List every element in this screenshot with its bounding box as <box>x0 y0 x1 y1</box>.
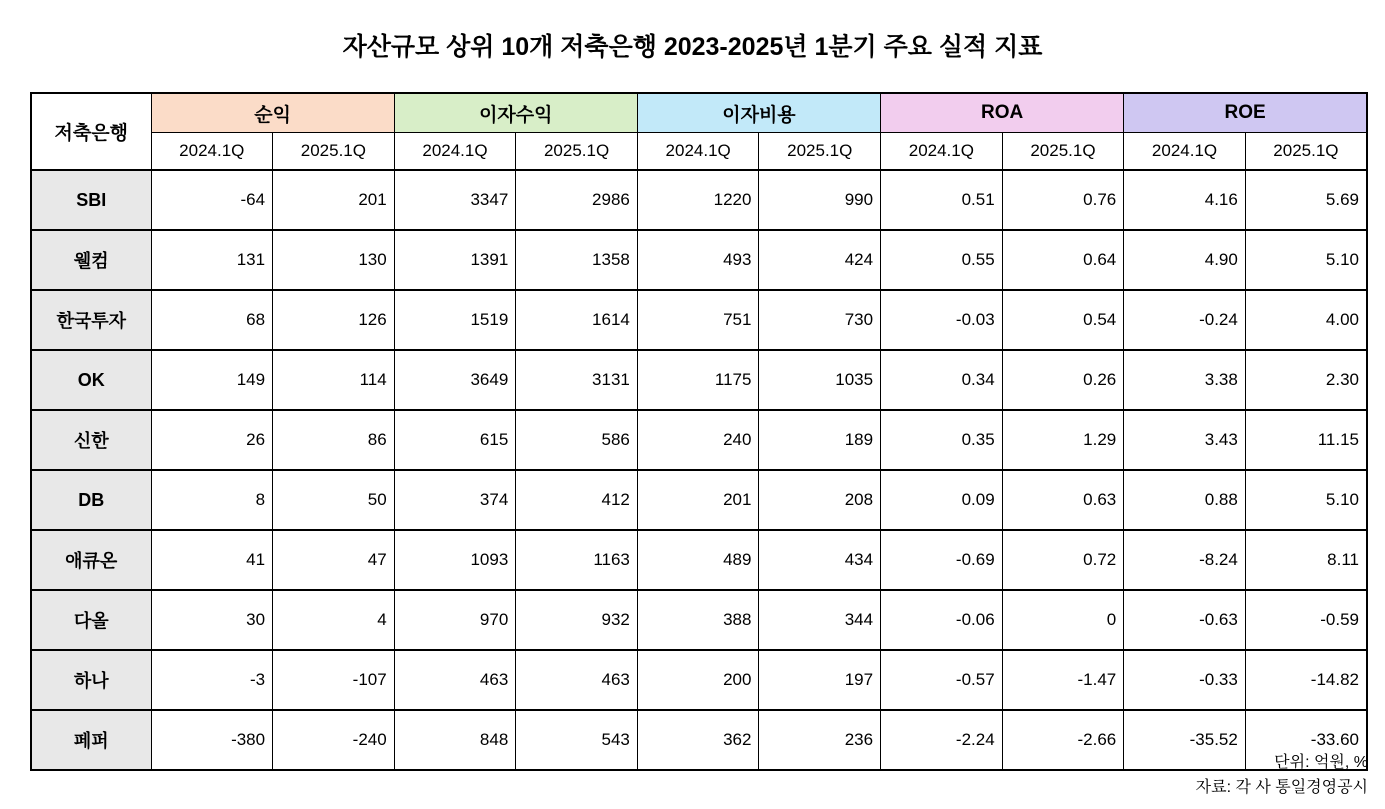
metric-value: -3 <box>151 650 273 710</box>
table-row <box>31 350 1367 410</box>
table-row <box>31 650 1367 710</box>
group-header-roe: ROE <box>1124 93 1367 133</box>
bank-name: 페퍼 <box>31 710 151 770</box>
metric-value: 197 <box>759 650 881 710</box>
metric-value: 130 <box>273 230 395 290</box>
metric-value: -64 <box>151 170 273 230</box>
metric-value: -0.59 <box>1245 590 1367 650</box>
metric-value: 388 <box>637 590 759 650</box>
period-header: 2024.1Q <box>881 133 1003 171</box>
metric-value: 201 <box>637 470 759 530</box>
metric-value: -0.63 <box>1124 590 1246 650</box>
metric-value: -1.47 <box>1002 650 1124 710</box>
metric-value: 970 <box>394 590 516 650</box>
metric-value: 730 <box>759 290 881 350</box>
metric-value: 189 <box>759 410 881 470</box>
metric-value: -2.24 <box>881 710 1003 770</box>
bank-name: 신한 <box>31 410 151 470</box>
table-footnotes <box>30 750 1368 800</box>
metric-value: 68 <box>151 290 273 350</box>
metric-value: 0 <box>1002 590 1124 650</box>
metric-value: 1614 <box>516 290 638 350</box>
metric-value: -33.60 <box>1245 710 1367 770</box>
group-header-roa: ROA <box>881 93 1124 133</box>
metric-value: 11.15 <box>1245 410 1367 470</box>
table-header <box>31 93 1367 170</box>
metric-value: 4.90 <box>1124 230 1246 290</box>
metric-value: 1519 <box>394 290 516 350</box>
metric-value: -8.24 <box>1124 530 1246 590</box>
metric-value: 0.76 <box>1002 170 1124 230</box>
metric-value: 200 <box>637 650 759 710</box>
metric-value: 3649 <box>394 350 516 410</box>
metric-value: 8.11 <box>1245 530 1367 590</box>
table-row <box>31 290 1367 350</box>
bank-name: OK <box>31 350 151 410</box>
group-header-row <box>31 93 1367 133</box>
period-header-row <box>31 133 1367 171</box>
metric-value: -0.24 <box>1124 290 1246 350</box>
metric-value: 149 <box>151 350 273 410</box>
metric-value: 990 <box>759 170 881 230</box>
table-row <box>31 530 1367 590</box>
metric-value: 86 <box>273 410 395 470</box>
metric-value: 236 <box>759 710 881 770</box>
table-body <box>31 170 1367 770</box>
bank-name: SBI <box>31 170 151 230</box>
period-header: 2025.1Q <box>759 133 881 171</box>
metric-value: 2986 <box>516 170 638 230</box>
bank-metrics-table <box>30 92 1368 771</box>
table-row <box>31 170 1367 230</box>
metric-value: 374 <box>394 470 516 530</box>
period-header: 2025.1Q <box>516 133 638 171</box>
metric-value: 3.43 <box>1124 410 1246 470</box>
bank-name: DB <box>31 470 151 530</box>
period-header: 2024.1Q <box>1124 133 1246 171</box>
metric-value: -0.06 <box>881 590 1003 650</box>
bank-name: 애큐온 <box>31 530 151 590</box>
metric-value: 3.38 <box>1124 350 1246 410</box>
metric-value: -0.69 <box>881 530 1003 590</box>
metric-value: 50 <box>273 470 395 530</box>
group-header-netprofit: 순익 <box>151 93 394 133</box>
metric-value: 0.34 <box>881 350 1003 410</box>
metric-value: 362 <box>637 710 759 770</box>
metric-value: 126 <box>273 290 395 350</box>
metric-value: 1358 <box>516 230 638 290</box>
metric-value: 201 <box>273 170 395 230</box>
metric-value: 0.35 <box>881 410 1003 470</box>
metric-value: 543 <box>516 710 638 770</box>
metric-value: 751 <box>637 290 759 350</box>
period-header: 2024.1Q <box>637 133 759 171</box>
metric-value: 1220 <box>637 170 759 230</box>
metric-value: 41 <box>151 530 273 590</box>
metric-value: 463 <box>516 650 638 710</box>
metric-value: 114 <box>273 350 395 410</box>
metric-value: 1163 <box>516 530 638 590</box>
unit-note: 단위: 억원, % <box>1274 754 1368 771</box>
metric-value: 0.54 <box>1002 290 1124 350</box>
metric-value: 3347 <box>394 170 516 230</box>
metric-value: 131 <box>151 230 273 290</box>
metric-value: -240 <box>273 710 395 770</box>
metric-value: 2.30 <box>1245 350 1367 410</box>
metric-value: 0.63 <box>1002 470 1124 530</box>
row-header-label: 저축은행 <box>31 93 151 170</box>
metric-value: 1.29 <box>1002 410 1124 470</box>
metric-value: 3131 <box>516 350 638 410</box>
metric-value: 1093 <box>394 530 516 590</box>
metric-value: 434 <box>759 530 881 590</box>
metric-value: 344 <box>759 590 881 650</box>
period-header: 2024.1Q <box>151 133 273 171</box>
metric-value: 848 <box>394 710 516 770</box>
group-header-interest-expense: 이자비용 <box>637 93 880 133</box>
metric-value: 463 <box>394 650 516 710</box>
bank-name: 하나 <box>31 650 151 710</box>
metric-value: 932 <box>516 590 638 650</box>
metric-value: 208 <box>759 470 881 530</box>
bank-name: 한국투자 <box>31 290 151 350</box>
metric-value: 26 <box>151 410 273 470</box>
metric-value: 5.69 <box>1245 170 1367 230</box>
metric-value: 489 <box>637 530 759 590</box>
table-row <box>31 470 1367 530</box>
table-row <box>31 230 1367 290</box>
metric-value: 0.26 <box>1002 350 1124 410</box>
table-row <box>31 410 1367 470</box>
period-header: 2025.1Q <box>1002 133 1124 171</box>
metric-value: 1175 <box>637 350 759 410</box>
metric-value: -35.52 <box>1124 710 1246 770</box>
metric-value: 0.55 <box>881 230 1003 290</box>
period-header: 2025.1Q <box>1245 133 1367 171</box>
metric-value: 0.64 <box>1002 230 1124 290</box>
metric-value: -2.66 <box>1002 710 1124 770</box>
metric-value: 493 <box>637 230 759 290</box>
metric-value: 4.00 <box>1245 290 1367 350</box>
metric-value: 1391 <box>394 230 516 290</box>
page-title: 자산규모 상위 10개 저축은행 2023-2025년 1분기 주요 실적 지표 <box>342 33 1043 61</box>
metric-value: 47 <box>273 530 395 590</box>
metric-value: -0.33 <box>1124 650 1246 710</box>
metric-value: 5.10 <box>1245 230 1367 290</box>
metric-value: -0.03 <box>881 290 1003 350</box>
period-header: 2024.1Q <box>394 133 516 171</box>
group-header-interest-income: 이자수익 <box>394 93 637 133</box>
metric-value: -14.82 <box>1245 650 1367 710</box>
metric-value: -380 <box>151 710 273 770</box>
metric-value: 424 <box>759 230 881 290</box>
bank-name: 다올 <box>31 590 151 650</box>
table-row <box>31 590 1367 650</box>
period-header: 2025.1Q <box>273 133 395 171</box>
metric-value: 0.72 <box>1002 530 1124 590</box>
metric-value: 1035 <box>759 350 881 410</box>
metric-value: 5.10 <box>1245 470 1367 530</box>
metric-value: 0.88 <box>1124 470 1246 530</box>
metric-value: 0.51 <box>881 170 1003 230</box>
bank-name: 웰컴 <box>31 230 151 290</box>
metric-value: 586 <box>516 410 638 470</box>
metric-value: 4.16 <box>1124 170 1246 230</box>
metric-value: 8 <box>151 470 273 530</box>
metric-value: 30 <box>151 590 273 650</box>
metric-value: 412 <box>516 470 638 530</box>
source-note: 자료: 각 사 통일경영공시 <box>1195 779 1368 796</box>
metric-value: -107 <box>273 650 395 710</box>
metric-value: 4 <box>273 590 395 650</box>
metric-value: 240 <box>637 410 759 470</box>
metric-value: 615 <box>394 410 516 470</box>
metric-value: -0.57 <box>881 650 1003 710</box>
metric-value: 0.09 <box>881 470 1003 530</box>
